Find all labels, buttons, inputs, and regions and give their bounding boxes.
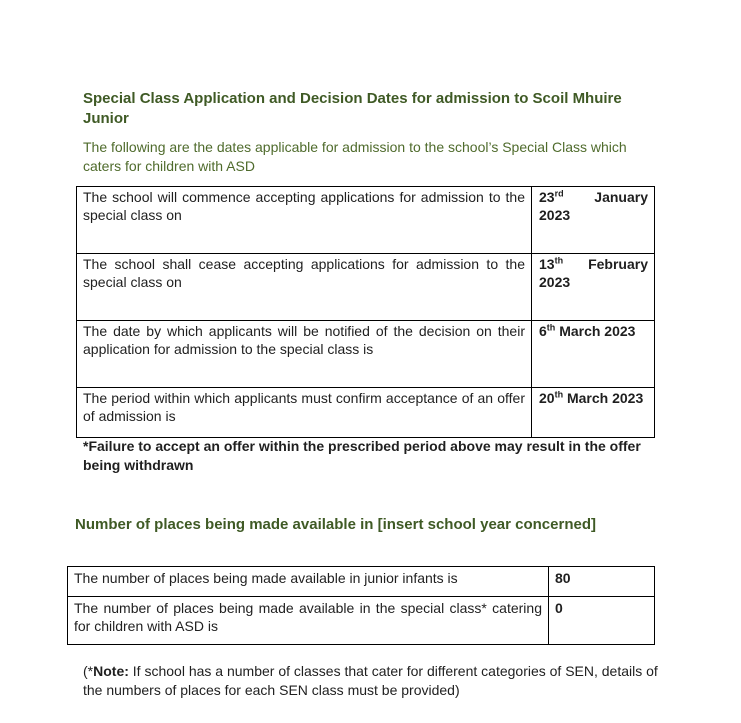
- places-table: [67, 566, 655, 645]
- places-heading: Number of places being made available in [insert school year concerned]: [75, 516, 596, 533]
- table-row: [77, 187, 655, 254]
- table-row: [68, 597, 655, 645]
- sen-note: [83, 662, 673, 700]
- row-description: The period within which applicants must confirm acceptance of an offer of admission is: [77, 388, 532, 438]
- row-date: [532, 187, 655, 254]
- table-row: [77, 254, 655, 321]
- failure-warning: *Failure to accept an offer within the prescribed period above may result in the offer being withdrawn: [83, 438, 641, 473]
- date-day: 6: [539, 323, 547, 339]
- date-rest: March 2023: [559, 323, 636, 339]
- note-label: Note:: [93, 663, 129, 679]
- row-description: The date by which applicants will be notified of the decision on their application for admission to the special class is: [77, 321, 532, 388]
- table-row: [77, 321, 655, 388]
- row-description: The school will commence accepting applications for admission to the special class on: [77, 187, 532, 254]
- row-date: [532, 388, 655, 438]
- date-rest: March 2023: [566, 390, 644, 406]
- row-date: [532, 321, 655, 388]
- date-suffix: th: [546, 322, 556, 333]
- date-suffix: th: [554, 389, 564, 400]
- dates-table: [76, 186, 655, 438]
- date-suffix: th: [554, 255, 564, 266]
- date-day: 13: [539, 256, 555, 272]
- date-suffix: rd: [554, 188, 564, 199]
- date-year: 2023: [539, 274, 571, 290]
- note-prefix: (*: [83, 663, 94, 679]
- date-day: 20: [539, 390, 555, 406]
- date-month: January: [594, 189, 648, 205]
- table-row: [68, 567, 655, 597]
- date-day: 23: [539, 189, 555, 205]
- row-description: The number of places being made available in junior infants is: [68, 567, 549, 597]
- row-description: The school shall cease accepting applications for admission to the special class on: [77, 254, 532, 321]
- table-row: [77, 388, 655, 438]
- row-value: 0: [549, 597, 655, 645]
- intro-text: The following are the dates applicable for admission to the school’s Special Class which caters for children with ASD: [83, 139, 627, 174]
- note-text: If school has a number of classes that cater for different categories of SEN, details of the numbers of places for each SEN class must be provided): [83, 663, 658, 698]
- row-description: The number of places being made available in the special class* catering for children with ASD is: [68, 597, 549, 645]
- special-class-heading: Special Class Application and Decision Dates for admission to Scoil Mhuire Junior: [83, 90, 622, 127]
- row-date: [532, 254, 655, 321]
- date-month: February: [588, 256, 648, 272]
- date-year: 2023: [539, 207, 571, 223]
- row-value: 80: [549, 567, 655, 597]
